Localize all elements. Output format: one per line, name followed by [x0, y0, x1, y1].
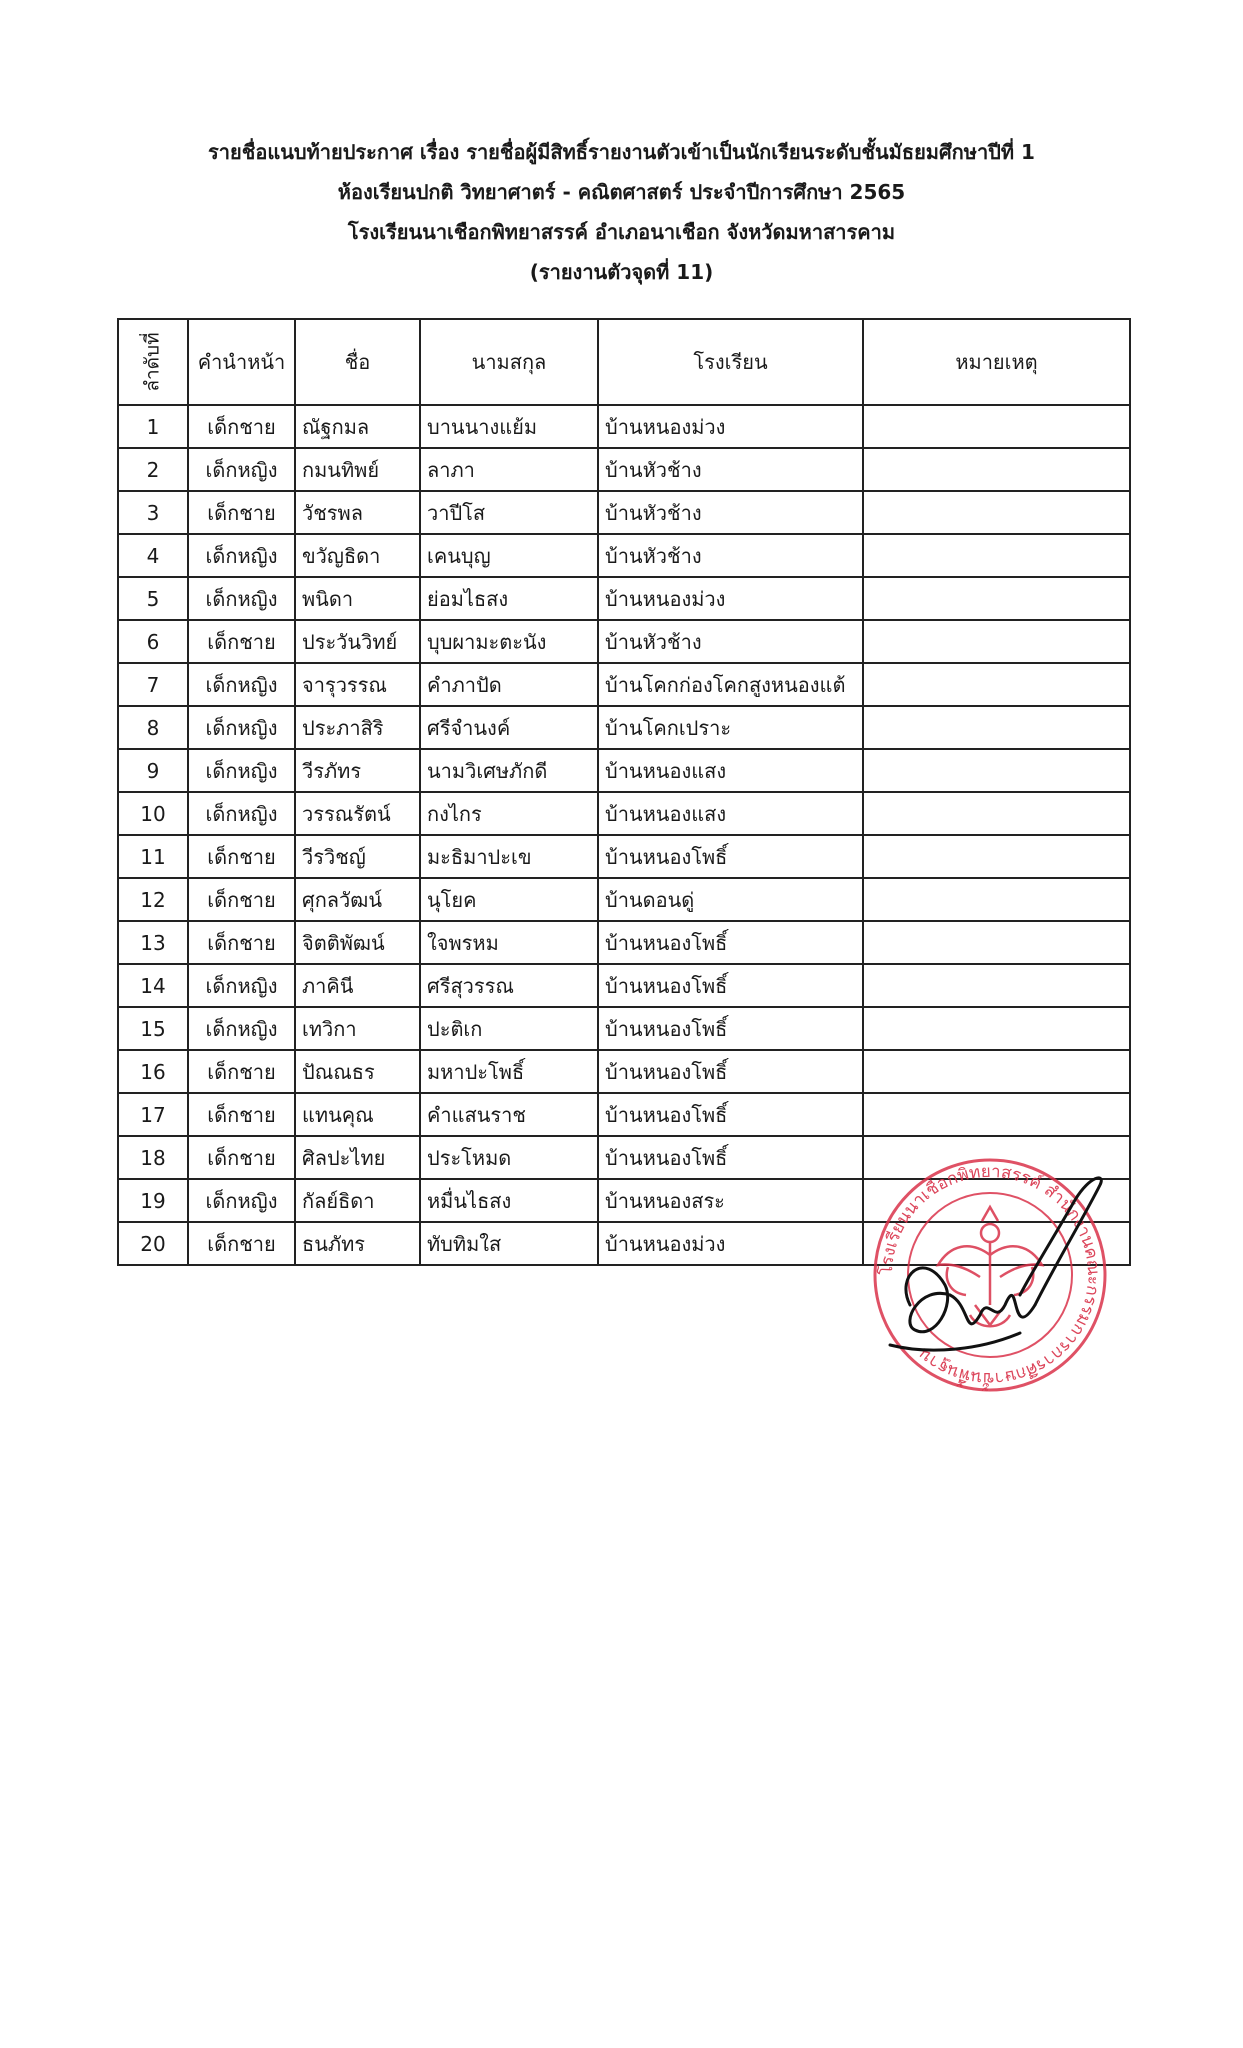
row-number: 17 [118, 1093, 188, 1136]
row-number: 7 [118, 663, 188, 706]
row-note [863, 706, 1130, 749]
row-note [863, 835, 1130, 878]
row-prefix: เด็กชาย [188, 405, 295, 448]
table-row [118, 448, 1130, 491]
row-note [863, 448, 1130, 491]
row-school: บ้านหนองม่วง [598, 577, 863, 620]
row-prefix: เด็กหญิง [188, 706, 295, 749]
row-first-name: กมนทิพย์ [295, 448, 420, 491]
title-line-2: ห้องเรียนปกติ วิทยาศาตร์ - คณิตศาสตร์ ประจำปีการศึกษา 2565 [337, 180, 906, 204]
table-body [118, 405, 1130, 1265]
row-number: 12 [118, 878, 188, 921]
table-row [118, 1050, 1130, 1093]
document-header [0, 132, 1243, 292]
row-last-name: นุโยค [420, 878, 598, 921]
row-school: บ้านหัวช้าง [598, 534, 863, 577]
row-prefix: เด็กชาย [188, 1093, 295, 1136]
table-row [118, 534, 1130, 577]
table-row [118, 921, 1130, 964]
table-row [118, 749, 1130, 792]
row-school: บ้านโคกเปราะ [598, 706, 863, 749]
table-row [118, 577, 1130, 620]
seal-text: โรงเรียนนาเชือกพิทยาสรรค์ สำนักงานคณะกรรมการการศึกษาขั้นพื้นฐาน [876, 1161, 1104, 1389]
table-row [118, 792, 1130, 835]
row-last-name: ทับทิมใส [420, 1222, 598, 1265]
row-prefix: เด็กชาย [188, 878, 295, 921]
row-last-name: เคนบุญ [420, 534, 598, 577]
row-school: บ้านหัวช้าง [598, 491, 863, 534]
row-first-name: จารุวรรณ [295, 663, 420, 706]
col-header-last-name: นามสกุล [420, 319, 598, 405]
row-last-name: บานนางแย้ม [420, 405, 598, 448]
row-number: 13 [118, 921, 188, 964]
row-prefix: เด็กหญิง [188, 1007, 295, 1050]
row-prefix: เด็กหญิง [188, 577, 295, 620]
row-number: 8 [118, 706, 188, 749]
row-number: 16 [118, 1050, 188, 1093]
table-row [118, 405, 1130, 448]
table-row [118, 878, 1130, 921]
row-last-name: ปะติเก [420, 1007, 598, 1050]
row-prefix: เด็กชาย [188, 1222, 295, 1265]
row-number: 9 [118, 749, 188, 792]
row-school: บ้านหนองโพธิ์ [598, 1136, 863, 1179]
row-first-name: เทวิกา [295, 1007, 420, 1050]
col-header-first-name: ชื่อ [295, 319, 420, 405]
student-table [117, 318, 1131, 1266]
row-note [863, 749, 1130, 792]
row-prefix: เด็กชาย [188, 835, 295, 878]
table-row [118, 964, 1130, 1007]
col-header-note: หมายเหตุ [863, 319, 1130, 405]
row-prefix: เด็กหญิง [188, 534, 295, 577]
row-note [863, 792, 1130, 835]
student-table-container [117, 318, 1129, 1266]
row-last-name: ลาภา [420, 448, 598, 491]
row-last-name: นามวิเศษภักดี [420, 749, 598, 792]
row-first-name: วีรภัทร [295, 749, 420, 792]
row-number: 19 [118, 1179, 188, 1222]
school-seal-with-signature [870, 1155, 1110, 1395]
title-line-1: รายชื่อแนบท้ายประกาศ เรื่อง รายชื่อผู้มีสิทธิ์รายงานตัวเข้าเป็นนักเรียนระดับชั้นมัธยมศึกษาปีที่ 1 [208, 140, 1035, 164]
row-prefix: เด็กชาย [188, 1136, 295, 1179]
row-note [863, 878, 1130, 921]
row-note [863, 1050, 1130, 1093]
row-number: 10 [118, 792, 188, 835]
row-number: 2 [118, 448, 188, 491]
row-school: บ้านหนองโพธิ์ [598, 1050, 863, 1093]
row-note [863, 1007, 1130, 1050]
row-last-name: ประโหมด [420, 1136, 598, 1179]
row-prefix: เด็กหญิง [188, 448, 295, 491]
row-first-name: ธนภัทร [295, 1222, 420, 1265]
row-first-name: ศุกลวัฒน์ [295, 878, 420, 921]
row-first-name: วีรวิชญ์ [295, 835, 420, 878]
row-school: บ้านหนองแสง [598, 749, 863, 792]
row-first-name: ภาคินี [295, 964, 420, 1007]
row-school: บ้านหนองม่วง [598, 1222, 863, 1265]
row-school: บ้านหนองม่วง [598, 405, 863, 448]
row-school: บ้านหนองโพธิ์ [598, 1093, 863, 1136]
row-school: บ้านหัวช้าง [598, 620, 863, 663]
row-number: 14 [118, 964, 188, 1007]
table-row [118, 663, 1130, 706]
title-line-4: (รายงานตัวจุดที่ 11) [529, 260, 714, 284]
row-number: 3 [118, 491, 188, 534]
table-row [118, 1093, 1130, 1136]
row-number: 1 [118, 405, 188, 448]
row-first-name: ปัณณธร [295, 1050, 420, 1093]
row-prefix: เด็กหญิง [188, 663, 295, 706]
row-note [863, 491, 1130, 534]
row-last-name: คำแสนราช [420, 1093, 598, 1136]
table-header-row [118, 319, 1130, 405]
table-row [118, 491, 1130, 534]
row-first-name: ประภาสิริ [295, 706, 420, 749]
row-last-name: คำภาปัด [420, 663, 598, 706]
row-number: 6 [118, 620, 188, 663]
row-number: 15 [118, 1007, 188, 1050]
row-note [863, 534, 1130, 577]
row-number: 4 [118, 534, 188, 577]
row-school: บ้านหนองสระ [598, 1179, 863, 1222]
table-row [118, 706, 1130, 749]
row-prefix: เด็กชาย [188, 921, 295, 964]
row-number: 18 [118, 1136, 188, 1179]
title-line-3: โรงเรียนนาเชือกพิทยาสรรค์ อำเภอนาเชือก จังหวัดมหาสารคาม [347, 220, 896, 244]
row-prefix: เด็กหญิง [188, 749, 295, 792]
row-number: 20 [118, 1222, 188, 1265]
row-note [863, 405, 1130, 448]
row-last-name: ศรีสุวรรณ [420, 964, 598, 1007]
row-number: 11 [118, 835, 188, 878]
row-prefix: เด็กชาย [188, 620, 295, 663]
row-last-name: มหาปะโพธิ์ [420, 1050, 598, 1093]
row-first-name: วรรณรัตน์ [295, 792, 420, 835]
row-first-name: ประวันวิทย์ [295, 620, 420, 663]
row-school: บ้านหนองโพธิ์ [598, 964, 863, 1007]
row-first-name: วัชรพล [295, 491, 420, 534]
row-school: บ้านหนองโพธิ์ [598, 835, 863, 878]
table-row [118, 835, 1130, 878]
col-header-no: ลำดับที่ [118, 319, 188, 405]
row-prefix: เด็กชาย [188, 1050, 295, 1093]
row-school: บ้านดอนดู่ [598, 878, 863, 921]
row-last-name: หมื่นไธสง [420, 1179, 598, 1222]
row-first-name: พนิดา [295, 577, 420, 620]
row-school: บ้านหัวช้าง [598, 448, 863, 491]
col-header-school: โรงเรียน [598, 319, 863, 405]
row-number: 5 [118, 577, 188, 620]
row-last-name: ย่อมไธสง [420, 577, 598, 620]
row-school: บ้านหนองโพธิ์ [598, 921, 863, 964]
row-prefix: เด็กหญิง [188, 1179, 295, 1222]
row-first-name: ศิลปะไทย [295, 1136, 420, 1179]
row-first-name: ณัฐกมล [295, 405, 420, 448]
row-school: บ้านโคกก่องโคกสูงหนองแต้ [598, 663, 863, 706]
row-last-name: วาปีโส [420, 491, 598, 534]
row-note [863, 964, 1130, 1007]
row-first-name: กัลย์ธิดา [295, 1179, 420, 1222]
row-first-name: แทนคุณ [295, 1093, 420, 1136]
row-first-name: ขวัญธิดา [295, 534, 420, 577]
row-note [863, 663, 1130, 706]
row-note [863, 1093, 1130, 1136]
table-row [118, 620, 1130, 663]
row-last-name: มะธิมาปะเข [420, 835, 598, 878]
row-school: บ้านหนองโพธิ์ [598, 1007, 863, 1050]
row-prefix: เด็กหญิง [188, 792, 295, 835]
row-first-name: จิตติพัฒน์ [295, 921, 420, 964]
row-last-name: ศรีจำนงค์ [420, 706, 598, 749]
col-header-prefix: คำนำหน้า [188, 319, 295, 405]
row-last-name: ใจพรหม [420, 921, 598, 964]
row-note [863, 577, 1130, 620]
row-last-name: บุบผามะตะนัง [420, 620, 598, 663]
row-last-name: กงไกร [420, 792, 598, 835]
row-prefix: เด็กชาย [188, 491, 295, 534]
table-row [118, 1007, 1130, 1050]
row-note [863, 620, 1130, 663]
row-prefix: เด็กหญิง [188, 964, 295, 1007]
row-note [863, 921, 1130, 964]
row-school: บ้านหนองแสง [598, 792, 863, 835]
